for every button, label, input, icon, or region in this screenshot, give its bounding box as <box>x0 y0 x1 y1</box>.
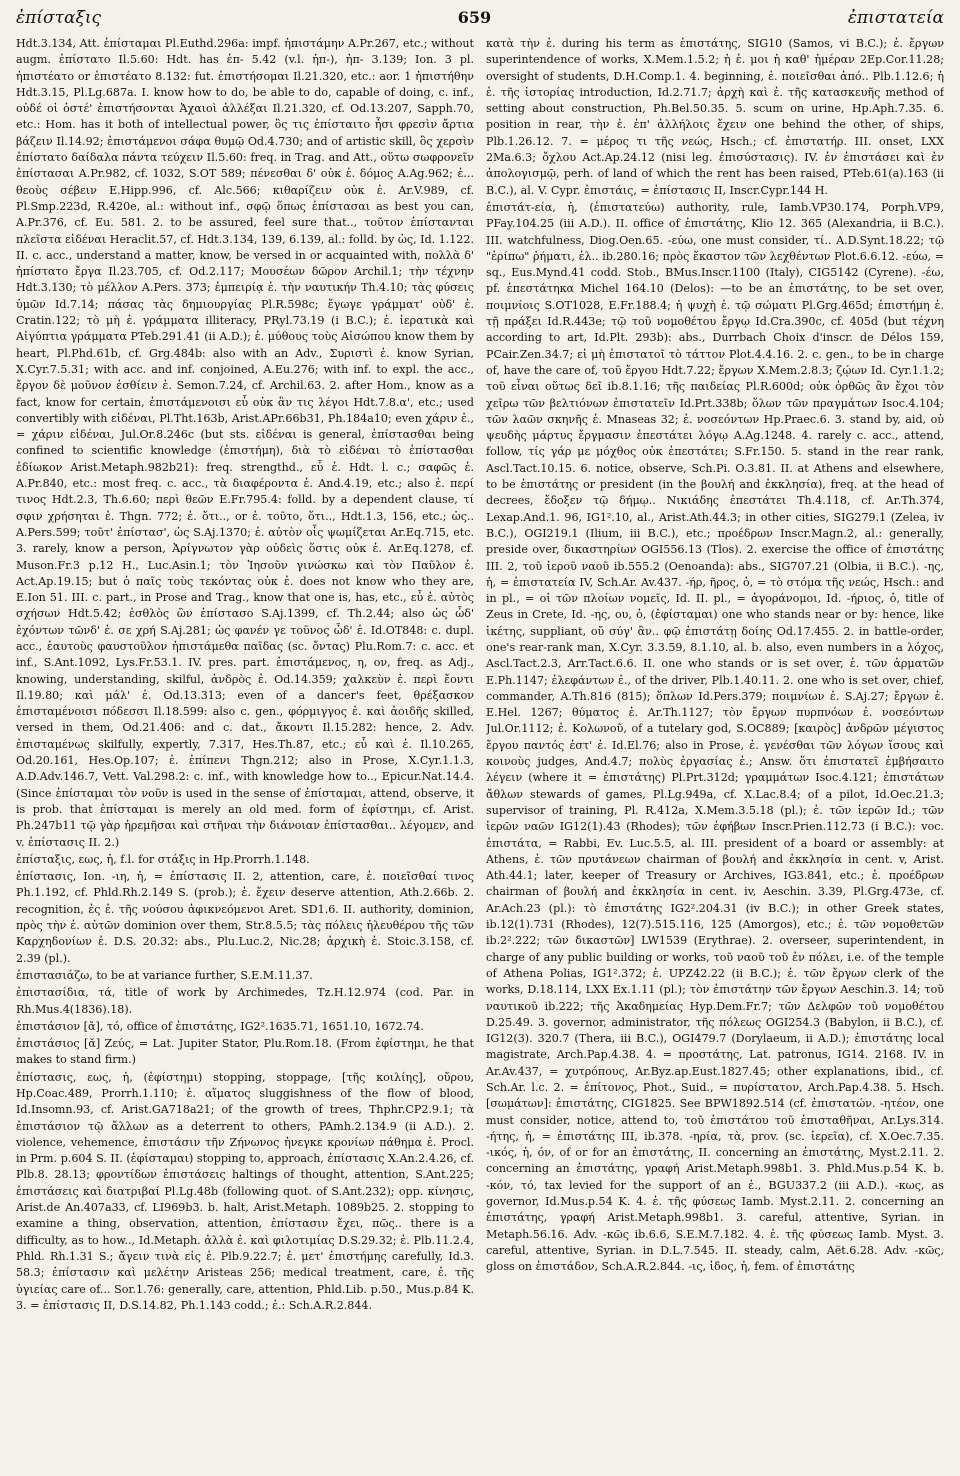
entry-epistasiazo: ἐπιστασιάζω, to be at variance further, S.E.M.11.37. <box>16 968 313 982</box>
entry-epistamai-continued: Hdt.3.134, Att. ἐπίσταμαι Pl.Euthd.296a: impf. ἠπιστάμην A.Pr.267, etc.; without augm. ἐπίστατο Il.5.60: Hdt. has ἐπ- 5.42 (v.l. ἠπ-), ἠπ- 3.139; Ion. 3 pl. ἠπιστέατο or ἐπιστέατο 8.132: fut. ἐπιστήσομαι Il.21.320, etc.: aor. 1 ἠπιστήθην Hdt.3.15, Pl.Lg.687a. I. know how to do, be able to do, capable of doing, c. inf., οὐδέ οἱ ὀστέ' ἐπιστήσονται Ἀχαιοὶ ἀλλέξαι Il.21.320, cf. Od.13.207, Sapph.70, etc.: Hom. has it both of intellectual power, ὃς τις ἐπίσταιτο ἧσι φρεσὶν ἄρτια βάζειν Il.14.92; ἐπιστάμενοι σάφα θυμῷ Od.4.730; and of artistic skill, ὃς χερσὶν ἐπίστατο δαίδαλα πάντα τεύχειν Il.5.60: freq. in Trag. and Att., οὕτω σωφρονεῖν ἐπίστασαι A.Pr.982, cf. 1032, S.OT 589; πένεσθαι δ' οὐκ ἐ. δόμος A.Ag.962; ἐ... θεοὺς σέβειν E.Hipp.996, cf. Alc.566; κιθαρίζειν οὐκ ἐ. Ar.V.989, cf. Pl.Smp.223d, R.420e, al.: without inf., σφῷ ὅπως ἐπίστασαι as best you can, A.Pr.376, cf. Eu. 581. 2. to be assured, feel sure that.., τοῦτον ἐπίστανται πλεῖστα εἰδέναι Heraclit.57, cf. Hdt.3.134, 139, 6.139, al.: folld. by ὡς, Id. 1.122. II. c. acc., understand a matter, know, be versed in or acquainted with, πολλὰ δ' ἠπίστατο ἔργα Il.23.705, cf. Od.2.117; Μουσέων δῶρον Archil.1; τὴν τέχνην Hdt.3.130; τὸ μέλλον A.Pers. 373; ἐμπειρίᾳ ἐ. τὴν ναυτικήν Th.4.10; τὰς φύσεις ὑμῶν Id.7.14; πάσας τὰς δημιουργίας Pl.R.598c; ἔγωγε γράμματ' οὐδ' ἐ. Cratin.122; τὸ μὴ ἐ. γράμματα illiteracy, PRyl.73.19 (i B.C.); ἐ. ἱερατικὰ καὶ Αἰγύπτια γράμματα PTeb.291.41 (ii A.D.); ἐ. μύθους τοὺς Αἰσώπου know them by heart, Pl.Phd.61b, cf. Grg.484b: also with an Adv., Συριστὶ ἐ. know Syrian, X.Cyr.7.5.31; with acc. and inf. conjoined, A.Eu.276; with inf. to expl. the acc., ἔργον δὲ μοῦνον ἐσθίειν ἐ. Semon.7.24, cf. Archil.63. 2. after Hom., know as a fact, know for certain, ἐπιστάμενοισι εὖ οὐκ ἂν τις λέγοι Hdt.7.8.α', etc.; used convertibly with εἰδέναι, Pl.Tht.163b, Arist.APr.66b31, Ph.184a10; even χάριν ἐ., = χάριν εἰδέναι, Jul.Or.8.246c (but sts. εἰδέναι is general, ἐπίστασθαι being confined to scientific knowledge (ἐπιστήμη), διὰ τὸ εἰδέναι τὸ ἐπίστασθαι ἐδίωκον Arist.Metaph.982b21): freq. strengthd., εὖ ἐ. Hdt. l. c.; σαφῶς ἐ. A.Pr.840, etc.: most freq. c. acc., τὰ διαφέροντα ἐ. And.4.19, etc.; also ἐ. περί τινος Hdt.2.3, Th.6.60; περὶ θεῶν E.Fr.795.4: folld. by a dependent clause, τί σφιν χρήσηται ἐ. Thgn. 772; ἐ. ὅτι.., or ἐ. τοῦτο, ὅτι.., Hdt.1.3, 156, etc.; ὡς.. A.Pers.599; τοῦτ' ἐπίστασ', ὡς S.Aj.1370; ἐ. αὐτὸν οἷς ψωμίζεται Ar.Eq.715, etc. 3. rarely, know a person, Ἀρίγνωτον γὰρ οὐδεὶς ὅστις οὐκ ἐ. Ar.Eq.1278, cf. Muson.Fr.3 p.12 H., Luc.Asin.1; τὸν Ἰησοῦν γινώσκω καὶ τὸν Παῦλον ἐ. Act.Ap.19.15; but ὁ παῖς τοὺς τεκόντας οὐκ ἐ. does not know who they are, E.Ion 51. III. c. part., in Prose and Trag., know that one is, has, etc., εὖ ἐ. αὐτὸς σχήσων Hdt.5.42; ἐσθλὸς ὢν ἐπίστασο S.Aj.1399, cf. Th.2.44; also ὡς ὧδ' ἐχόντων τῶνδ' ἐ. σε χρή S.Aj.281; ὡς φανέν γε τοῦνος ὧδ' ἐ. Id.OT848: c. dupl. acc., ἑαυτοὺς φαυστοῦλον ἠπιστάμεθα παῖδας (sc. ὄντας) Plu.Rom.7: c. acc. et inf., S.Ant.1092, Lys.Fr.53.1. IV. pres. part. ἐπιστάμενος, η, ον, freq. as Adj., knowing, understanding, skilful, ἀνδρὸς ἐ. Od.14.359; χαλκεὺν ἐ. περὶ ἔοντι Il.19.80; καὶ μάλ' ἐ. Od.13.313; even of a dancer's feet, θρέξασκον ἐπισταμένοισι πόδεσσι Il.18.599: also c. gen., φόρμιγγος ἐ. καὶ ἀοιδῆς skilled, versed in them, Od.21.406: and c. dat., ἄκοντι Il.15.282: hence, 2. Adv. ἐπισταμένως skilfully, expertly, 7.317, Hes.Th.87, etc.; εὖ καὶ ἐ. Il.10.265, Od.20.161, Hes.Op.107; ἐ. ἐπίπενι Thgn.212; also in Prose, X.Cyr.1.1.3, A.D.Adv.146.7, Vett. Val.298.2: c. inf., with knowledge how to.., Epicur.Nat.14.4. (Since ἐπίσταμαι τὸν νοῦν is used in the sense of ἐπίσταμαι, attend, observe, it is prob. that ἐπίσταμαι is merely an old med. form of ἐφίστημι, cf. Arist. Ph.247b11 τῷ γὰρ ἠρεμῆσαι καὶ στῆναι τὴν διάνοιαν ἐπίστασθαι.. λέγομεν, and v. ἐπίστασις II. 2.) <box>16 37 474 849</box>
two-column-body <box>16 36 944 1472</box>
right-guideword: ἐπιστατεία <box>847 8 944 28</box>
left-guideword: ἐπίσταξις <box>16 8 101 28</box>
right-column <box>486 36 944 1472</box>
left-column <box>16 36 474 1472</box>
entry-epistaxis: ἐπίσταξις, εως, ἡ, f.l. for στάξις in Hp.Prorrh.1.148. <box>16 852 310 866</box>
entry-epistasie: ἐπίστασις, Ion. -ιη, ἡ, = ἐπίστασις II. 2, attention, care, ἐ. ποιεῖσθαί τινος Ph.1.192, cf. Phld.Rh.2.149 S. (prob.); ἐ. ἔχειν deserve attention, Ath.2.66b. 2. recognition, ἐς ἐ. τῆς νούσου ἀφικνεόμενοι Aret. SD1.6. II. authority, dominion, πρὸς τὴν ἐ. αὐτῶν dominion over them, Str.8.5.5; τὰς πόλεις ἠλευθέρου τῆς τῶν Καρχηδονίων ἐ. D.S. 20.32: abs., Plu.Luc.2, Nic.28; ἀρχικὴ ἐ. Stoic.3.158, cf. 2.39 (pl.). <box>16 870 474 965</box>
entry-epistasis-continued: κατὰ τὴν ἐ. during his term as ἐπιστάτης, SIG10 (Samos, vi B.C.); ἐ. ἔργων superintendence of works, X.Mem.1.5.2; ἡ ἐ. μοι ἡ καθ' ἡμέραν 2Ep.Cor.11.28; oversight of students, D.H.Comp.1. 4. beginning, ἐ. ποιεῖσθαι ἀπό.. Plb.1.12.6; ἡ ἐ. τῆς ἱστορίας introduction, Id.2.71.7; ἀρχὴ καὶ ἐ. τῆς κατασκευῆς method of setting about construction, Ph.Bel.50.35. 5. scum on urine, Hp.Aph.7.35. 6. position in rear, τὴν ἐ. ἐπ' ἀλλήλοις ἔχειν one behind the other, of ships, Plb.1.26.12. 7. = μέρος τι τῆς νεώς, Hsch.; cf. ἐπιστατήρ. III. onset, LXX 2Ma.6.3; ὄχλου Act.Ap.24.12 (nisi leg. ἐπισύστασις). IV. ἐν ἐπιστάσει καὶ ἐν ἀπολογισμῷ, perh. of land of which the rent has been raised, PTeb.61(a).163 (ii B.C.), al. V. Cypr. ἐπιστάις, = ἐπίστασις II, Inscr.Cypr.144 H. <box>486 37 944 197</box>
entry-epistasios: ἐπιστάσιος [ᾰ] Ζεύς, = Lat. Jupiter Stator, Plu.Rom.18. (From ἐφίστημι, he that makes to stand firm.) <box>16 1037 474 1067</box>
entry-epistasidia: ἐπιστασίδια, τά, title of work by Archimedes, Tz.H.12.974 (cod. Par. in Rh.Mus.4(1836).18). <box>16 986 474 1016</box>
entry-epistateia: ἐπιστάτ-εία, ἡ, (ἐπιστατεύω) authority, rule, Iamb.VP30.174, Porph.VP9, PFay.104.25 (iii A.D.). II. office of ἐπιστάτης, Klio 12. 365 (Alexandria, ii B.C.). III. watchfulness, Diog.Oen.65. -εύω, one must consider, τί.. A.D.Synt.18.22; τῷ "ἐρίπω" ῥήματι, ἐλ.. ib.280.16; πρὸς ἕκαστον τῶν λεχθέντων Plot.6.6.12. -εύω, = sq., Eus.Mynd.41 codd. Stob., BMus.Inscr.1100 (Italy), CIG5142 (Cyrene). -έω, pf. ἐπεστάτηκα Michel 164.10 (Delos): —to be an ἐπιστάτης, to be set over, ποιμνίοις S.OT1028, E.Fr.188.4; ἡ ψυχὴ ἐ. τῷ σώματι Pl.Grg.465d; ἐπιστήμη ἐ. τῇ πράξει Id.R.443e; τῷ τοῦ νομοθέτου ἔργῳ Id.Cra.390c, cf. 405d (but τέχνη according to art, Id.Plt. 293b): abs., Durrbach Choix d'inscr. de Délos 159, PCair.Zen.34.7; εἰ μὴ ἐπιστατοῖ τὸ τάττον Plot.4.4.16. 2. c. gen., to be in charge of, have the care of, τοῦ ἔργου Hdt.7.22; ἔργων X.Mem.2.8.3; ζῴων Id. Cyr.1.1.2; τοῦ εἶναι οὕτως δεῖ ib.8.1.16; τῆς παιδείας Pl.R.600d; οὐκ ὀρθῶς ἂν ἔχοι τὸν χεῖρω τῶν βελτιόνων ἐπιστατεῖν Id.Prt.338b; ὅλων τῶν πραγμάτων Isoc.4.104; τῶν λαῶν σκηνῆς ἐ. Mnaseas 32; ἐ. νοσεόντων Hp.Praec.6. 3. stand by, aid, οὐ ψευδὴς μάρτυς ἔργμασιν ἐπεστάτει λόγῳ A.Ag.1248. 4. rarely c. acc., attend, follow, τίς γάρ με μόχθος οὐκ ἐπεστάτει; S.Fr.150. 5. stand in the rear rank, Ascl.Tact.10.15. 6. notice, observe, Sch.Pi. O.3.81. II. at Athens and elsewhere, to be ἐπιστάτης or president (in the βουλή and ἐκκλησία), freq. at the head of decrees, ἔδοξεν τῷ δήμῳ.. Νικιάδης ἐπεστάτει Th.4.118, cf. Ar.Th.374, Lexap.And.1. 96, IG1².10, al., Arist.Ath.44.3; in other cities, SIG279.1 (Zelea, iv B.C.), OGI219.1 (Ilium, iii B.C.), etc.; προέδρων Inscr.Magn.2, al.: generally, preside over, δικαστηρίων OGI556.13 (Tlos). 2. exercise the office of ἐπιστάτης III. 2, τοῦ ἱεροῦ ναοῦ ib.555.2 (Oenoanda): abs., SIG707.21 (Olbia, ii B.C.). -ης, ἡ, = ἐπιστατεία IV, Sch.Ar. Av.437. -ήρ, ῆρος, ὁ, = τὸ στόμα τῆς νεώς, Hsch.: and in pl., = οἱ τῶν πλοίων νομεῖς, Id. II. pl., = ἀγοράνομοι, Id. -ήριος, ὁ, title of Zeus in Crete, Id. -ης, ου, ὁ, (ἐφίσταμαι) one who stands near or by: hence, like ἱκέτης, suppliant, οὔ σύγ' ἂν.. φῷ ἐπιστάτῃ δοίης Od.17.455. 2. in battle-order, one's rear-rank man, X.Cyr. 3.3.59, 8.1.10, al. b. also, even numbers in a λόχος, Ascl.Tact.2.3, Arr.Tact.6.6. II. one who stands or is set over, ἐ. τῶν ἀρματῶν Ε.Ph.1147; ἐλεφάντων ἐ., of the driver, Plb.1.40.11. 2. one who is set over, chief, commander, A.Th.816 (815); ὅπλων Id.Pers.379; ποιμνίων ἐ. S.Aj.27; ἔργων ἐ. E.Hel. 1267; θύματος ἐ. Ar.Th.1127; τὸν ἔργων πυρπνόων ἐ. νοσεόντων Jul.Or.1112; ἐ. Κολωνοῦ, of a tutelary god, S.OC889; [καιρὸς] ἀνδρῶν μέγιστος ἔργου παντός ἐστ' ἐ. Id.El.76; also in Prose, ἐ. γενέσθαι τῶν λόγων ἴσους καὶ κοινοὺς judges, And.4.7; πολὺς ἐργασίας ἐ.; Answ. ὅτι ἐπιστατεῖ ἐμβήσαιτο λέγειν (where it = ἐπιστάτης) Pl.Prt.312d; γραμμάτων Isoc.4.121; ἐπιστάτων ἄθλων stewards of games, Pl.Lg.949a, cf. X.Lac.8.4; of a pilot, Id.Oec.21.3; supervisor of training, Pl. R.412a, X.Mem.3.5.18 (pl.); ἐ. τῶν ἱερῶν Id.; τῶν ἱερῶν ναῶν IG12(1).43 (Rhodes); τῶν ἐφήβων Inscr.Prien.112.73 (i B.C.): voc. ἐπιστάτα, = Rabbi, Ev. Luc.5.5, al. III. president of a board or assembly: at Athens, ἐ. τῶν πρυτάνεων chairman of βουλή and ἐκκλησία in cent. v, Arist. Ath.44.1; later, keeper of Treasury or Archives, IG3.841, etc.; ἐ. προέδρων chairman of βουλή and ἐκκλησία in cent. iv, Aeschin. 3.39, Pl.Grg.473e, cf. Ar.Ach.23 (pl.): τὸ ἐπιστάτης IG2².204.31 (iv B.C.); in other Greek states, ib.12(1).731 (Rhodes), 12(7).515.116, 125 (Amorgos), etc.; ἐ. τῶν νομοθετῶν ib.2².222; τῶν δικαστῶν] LW1539 (Erythrae). 2. overseer, superintendent, in charge of any public building or works, τοῦ ναοῦ τοῦ ἐν πόλει, i.e. of the temple of Athena Polias, IG1².372; ἐ. UPZ42.22 (ii B.C.); ἐ. τῶν ἔργων clerk of the works, D.18.114, LXX Ex.1.11 (pl.); τὸν ἐπιστάτην τῶν ἔργων Aeschin.3. 14; τοῦ ναυτικοῦ ib.222; τῆς Ἀκαδημείας Hyp.Dem.Fr.7; τῶν Δελφῶν τοῦ νομοθέτου D.25.49. 3. governor, administrator, τῆς πόλεως OGI254.3 (Babylon, ii B.C.), cf. IG12(3). 320.7 (Thera, iii B.C.), OGI479.7 (Dorylaeum, ii A.D.); ἐπιστάτης local magistrate, Arch.Pap.4.38. 4. = προστάτης, Lat. patronus, IG14. 2168. IV. in Ar.Av.437, = χυτρόπους, Ar.Byz.ap.Eust.1827.45; other explanations, ibid., cf. Sch.Ar. l.c. 2. = ἐπίτονος, Phot., Suid., = πυρίστατον, Arch.Pap.4.38. 5. Hsch. [σωμάτων]: ἐπιστάτης, CIG1825. See BPW1892.514 (cf. ἐπιστατών. -ητέον, one must consider, notice, attend to, τοῦ ἐπιστάτου τοῦ ἐπισταθῆναι, Ar.Lys.314. -ήτης, ἡ, = ἐπιστάτης III, ib.378. -ηρία, τὰ, prov. (sc. ἱερεῖα), cf. X.Oec.7.35. -ικός, ἡ, όν, of or for an ἐπιστάτης, II. concerning an ἐπιστάτης, Myst.2.11. 2. concerning an ἐπιστάτης, γραφή Arist.Metaph.998b1. 3. Phld.Mus.p.54 K. b. -κόν, τό, tax levied for the support of an ἐ., BGU337.2 (iii A.D.). -κως, as governor, Id.Mus.p.54 K. 4. ἐ. τῆς φύσεως Iamb. Myst.2.11. 2. concerning an ἐπιστάτης, γραφή Arist.Metaph.998b1. 3. careful, attentive, Syrian. in Metaph.56.16. Adv. -κῶς ib.6.6, S.E.M.7.182. 4. ἐ. τῆς φύσεως Iamb. Myst. 3. careful, attentive, Syrian. in D.L.7.545. II. steady, calm, Aët.6.28. Adv. -κῶς, gloss on ἐπιστάδον, Sch.A.R.2.844. -ις, ἰδος, ἡ, fem. of ἐπιστάτης <box>486 200 944 1274</box>
entry-epistasis: ἐπίστασις, εως, ἡ, (ἐφίστημι) stopping, stoppage, [τῆς κοιλίης], οὔρου, Hp.Coac.489, Prorrh.1.110; ἐ. αἵματος sluggishness of the flow of blood, Id.Insomn.93, cf. Arist.GA718a21; of the growth of trees, Thphr.CP2.9.1; τὰ ἐπιστάσιον τῷ ἄλλων as a deterrent to others, PAmh.2.134.9 (ii A.D.). 2. violence, vehemence, ἐπιστάσιν τῆν Ζήνωνος ἠνεγκε κρονίων πάθημα ἐ. Procl. in Prm. p.604 S. II. (ἐφίσταμαι) stopping to, approach, ἐπίστασις X.An.2.4.26, cf. Plb.8. 28.13; φροντίδων ἐπιστάσεις haltings of thought, attention, S.Ant.225; ἐπιστάσεις καὶ διατριβαί Pl.Lg.48b (following quot. of S.Ant.232); opp. κίνησις, Arist.de An.407a33, cf. LI969b3. b. halt, Arist.Metaph. 1089b25. 2. stopping to examine a thing, observation, attention, ἐπίστασιν ἔχει, πῶς.. there is a difficulty, as to how.., Id.Metaph. ἀλλὰ ἐ. καὶ φιλοτιμίας D.S.29.32; ἐ. Plb.11.2.4, Phld. Rh.1.31 S.; ἄγειν τινὰ εἰς ἐ. Plb.9.22.7; ἐ. μετ' ἐπιστήμης carefully, Id.3. 58.3; ἐπίστασιν καὶ μελέτην Aristeas 256; medical treatment, care, ἐ. τῆς ὑγιείας care of... Sor.1.76: generally, care, attention, Phld.Lib. p.50., Mus.p.84 K. 3. = ἐπίστασις II, D.S.14.82, Ph.1.143 codd.; ἐ.: Sch.A.R.2.844. <box>16 1070 474 1312</box>
running-header <box>16 8 944 30</box>
entry-epistasion: ἐπιστάσιον [ᾰ], τό, office of ἐπιστάτης, IG2².1635.71, 1651.10, 1672.74. <box>16 1019 424 1033</box>
page-number: 659 <box>457 8 492 27</box>
